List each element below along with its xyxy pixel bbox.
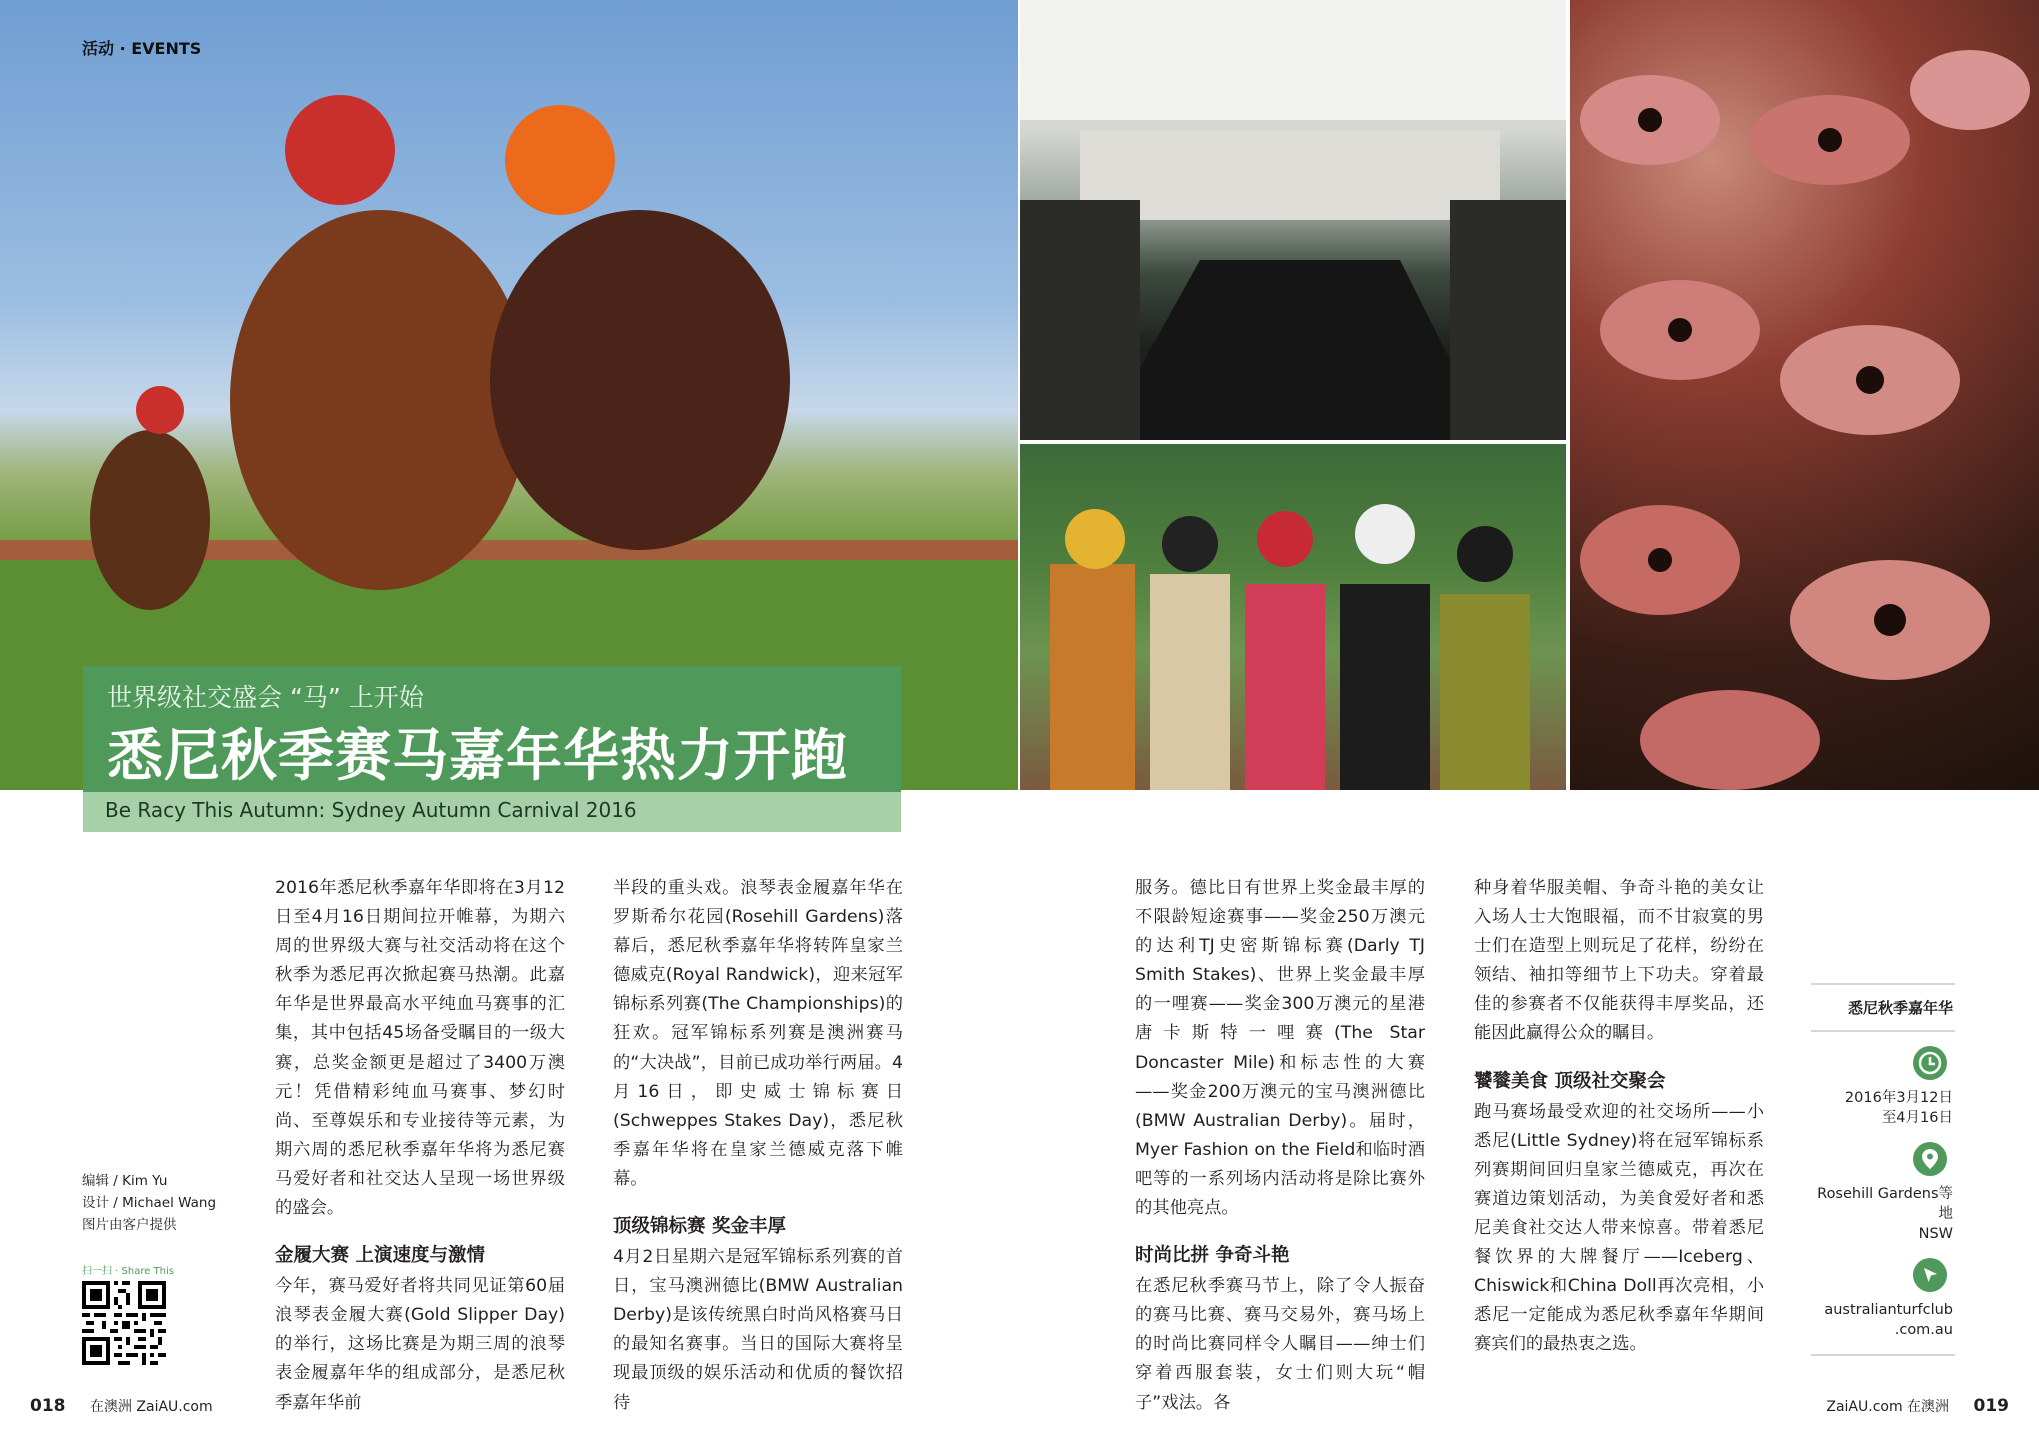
divider — [1811, 1030, 1955, 1032]
designer-credit: 设计 / Michael Wang — [82, 1195, 217, 1211]
photo-credit: 图片由客户提供 — [82, 1217, 177, 1233]
event-venue-line1: Rosehill Gardens等地 — [1817, 1186, 1953, 1222]
event-venue-line2: NSW — [1918, 1226, 1953, 1242]
location-pin-icon — [1913, 1142, 1947, 1176]
runway-illustration — [1020, 0, 1566, 440]
footer-left-text: 在澳洲 ZaiAU.com — [89, 1399, 213, 1415]
section-heading: 时尚比拼 争奇斗艳 — [1135, 1245, 1290, 1267]
section-heading: 金履大赛 上演速度与激情 — [275, 1245, 485, 1267]
page-number-left: 018 — [30, 1396, 66, 1416]
qr-code[interactable] — [82, 1281, 166, 1365]
event-venue — [1811, 1184, 1955, 1244]
paragraph: 服务。德比日有世界上奖金最丰厚的不限龄短途赛事——奖金250万澳元的达利TJ史密斯锦标赛(Darly TJ Smith Stakes)、世界上奖金最丰厚的一哩赛——奖金300万澳元的星港唐卡斯特一哩赛(The Star Doncaster Mile)和标志性的大赛——奖金200万澳元的宝马澳洲德比(BMW Australian Derby)。届时，Myer Fashion on the Field和临时酒吧等的一系列场内活动将是除比赛外的其他亮点。 — [1135, 878, 1425, 1219]
article-column-1 — [275, 874, 565, 1418]
fashion-ladies-photo — [1020, 444, 1566, 790]
title-banner — [83, 666, 901, 792]
paragraph: 跑马赛场最受欢迎的社交场所——小悉尼(Little Sydney)将在冠军锦标系列赛期间回归皇家兰德威克，再次在赛道边策划活动，为美食爱好者和悉尼美食社交达人带来惊喜。带着悉尼餐饮界的大牌餐厅——Iceberg、Chiswick和China Doll再次亮相，小悉尼一定能成为悉尼秋季嘉年华期间赛宾们的最热衷之选。 — [1474, 1101, 1764, 1355]
divider — [1811, 1354, 1955, 1356]
paragraph: 在悉尼秋季赛马节上，除了令人振奋的赛马比赛、赛马交易外，赛马场上的时尚比赛同样令人瞩目——绅士们穿着西服套装，女士们则大玩“帽子”戏法。各 — [1135, 1276, 1425, 1413]
cursor-arrow-icon — [1913, 1258, 1947, 1292]
english-title-banner — [83, 792, 901, 832]
event-date — [1811, 1088, 1955, 1128]
footer-left — [30, 1396, 213, 1416]
paragraph: 半段的重头戏。浪琴表金履嘉年华在罗斯希尔花园(Rosehill Gardens)落幕后，悉尼秋季嘉年华将转阵皇家兰德威克(Royal Randwick)，迎来冠军锦标系列赛(The Championships)的狂欢。冠军锦标系列赛是澳洲赛马的“大决战”，目前已成功举行两届。4月16日，即史威士锦标赛日(Schweppes Stakes Day)，悉尼秋季嘉年华将在皇家兰德威克落下帷幕。 — [613, 878, 903, 1189]
article-column-2 — [613, 874, 903, 1418]
food-illustration — [1570, 0, 2039, 790]
section-kicker: 活动 · EVENTS — [82, 39, 202, 58]
event-website[interactable] — [1811, 1300, 1955, 1340]
article-column-3 — [1135, 874, 1425, 1418]
footer-right — [1826, 1396, 2009, 1416]
paragraph: 2016年悉尼秋季嘉年华即将在3月12日至4月16日期间拉开帷幕，为期六周的世界级大赛与社交活动将在这个秋季为悉尼再次掀起赛马热潮。此嘉年华是世界最高水平纯血马赛事的汇集，其中包括45场备受瞩目的一级大赛，总奖金额更是超过了3400万澳元！凭借精彩纯血马赛事、梦幻时尚、至尊娱乐和专业接待等元素，为期六周的悉尼秋季嘉年华将为悉尼赛马爱好者和社交达人呈现一场世界级的盛会。 — [275, 878, 565, 1219]
paragraph: 种身着华服美帽、争奇斗艳的美女让入场人士大饱眼福，而不甘寂寞的男士们在造型上则玩足了花样，纷纷在领结、袖扣等细节上下功夫。穿着最佳的参赛者不仅能获得丰厚奖品，还能因此赢得公众的瞩目。 — [1474, 878, 1764, 1044]
canape-food-photo — [1570, 0, 2039, 790]
page-number-right: 019 — [1973, 1396, 2009, 1416]
ladies-illustration — [1020, 444, 1566, 790]
fashion-runway-photo — [1020, 0, 1566, 440]
article-column-4 — [1474, 874, 1764, 1359]
title-subtitle: 世界级社交盛会 “马” 上开始 — [107, 683, 424, 712]
page-title: 悉尼秋季赛马嘉年华热力开跑 — [107, 724, 848, 789]
event-date-line2: 至4月16日 — [1881, 1110, 1953, 1126]
section-heading: 饕餮美食 顶级社交聚会 — [1474, 1070, 1666, 1092]
event-date-line1: 2016年3月12日 — [1844, 1090, 1953, 1106]
event-info-sidebar — [1811, 983, 1955, 1356]
section-heading: 顶级锦标赛 奖金丰厚 — [613, 1216, 786, 1238]
editor-credit: 编辑 / Kim Yu — [82, 1173, 168, 1189]
event-website-line1[interactable]: australianturfclub — [1824, 1302, 1953, 1318]
paragraph: 4月2日星期六是冠军锦标系列赛的首日，宝马澳洲德比(BMW Australian Derby)是该传统黑白时尚风格赛马日的最知名赛事。当日的国际大赛将呈现最顶级的娱乐活动和优质的餐饮招待 — [613, 1247, 903, 1413]
scan-label: 扫一扫 · Share This — [82, 1266, 175, 1277]
clock-icon — [1913, 1046, 1947, 1080]
sidebar-title: 悉尼秋季嘉年华 — [1847, 999, 1953, 1017]
english-title: Be Racy This Autumn: Sydney Autumn Carnival 2016 — [105, 798, 637, 822]
paragraph: 今年，赛马爱好者将共同见证第60届浪琴表金履大赛(Gold Slipper Day)的举行，这场比赛是为期三周的浪琴表金履嘉年华的组成部分，是悉尼秋季嘉年华前 — [275, 1276, 565, 1413]
footer-right-text: ZaiAU.com 在澳洲 — [1826, 1399, 1950, 1415]
qr-code-icon — [82, 1281, 166, 1365]
event-website-line2[interactable]: .com.au — [1894, 1322, 1953, 1338]
credits — [82, 1170, 216, 1236]
